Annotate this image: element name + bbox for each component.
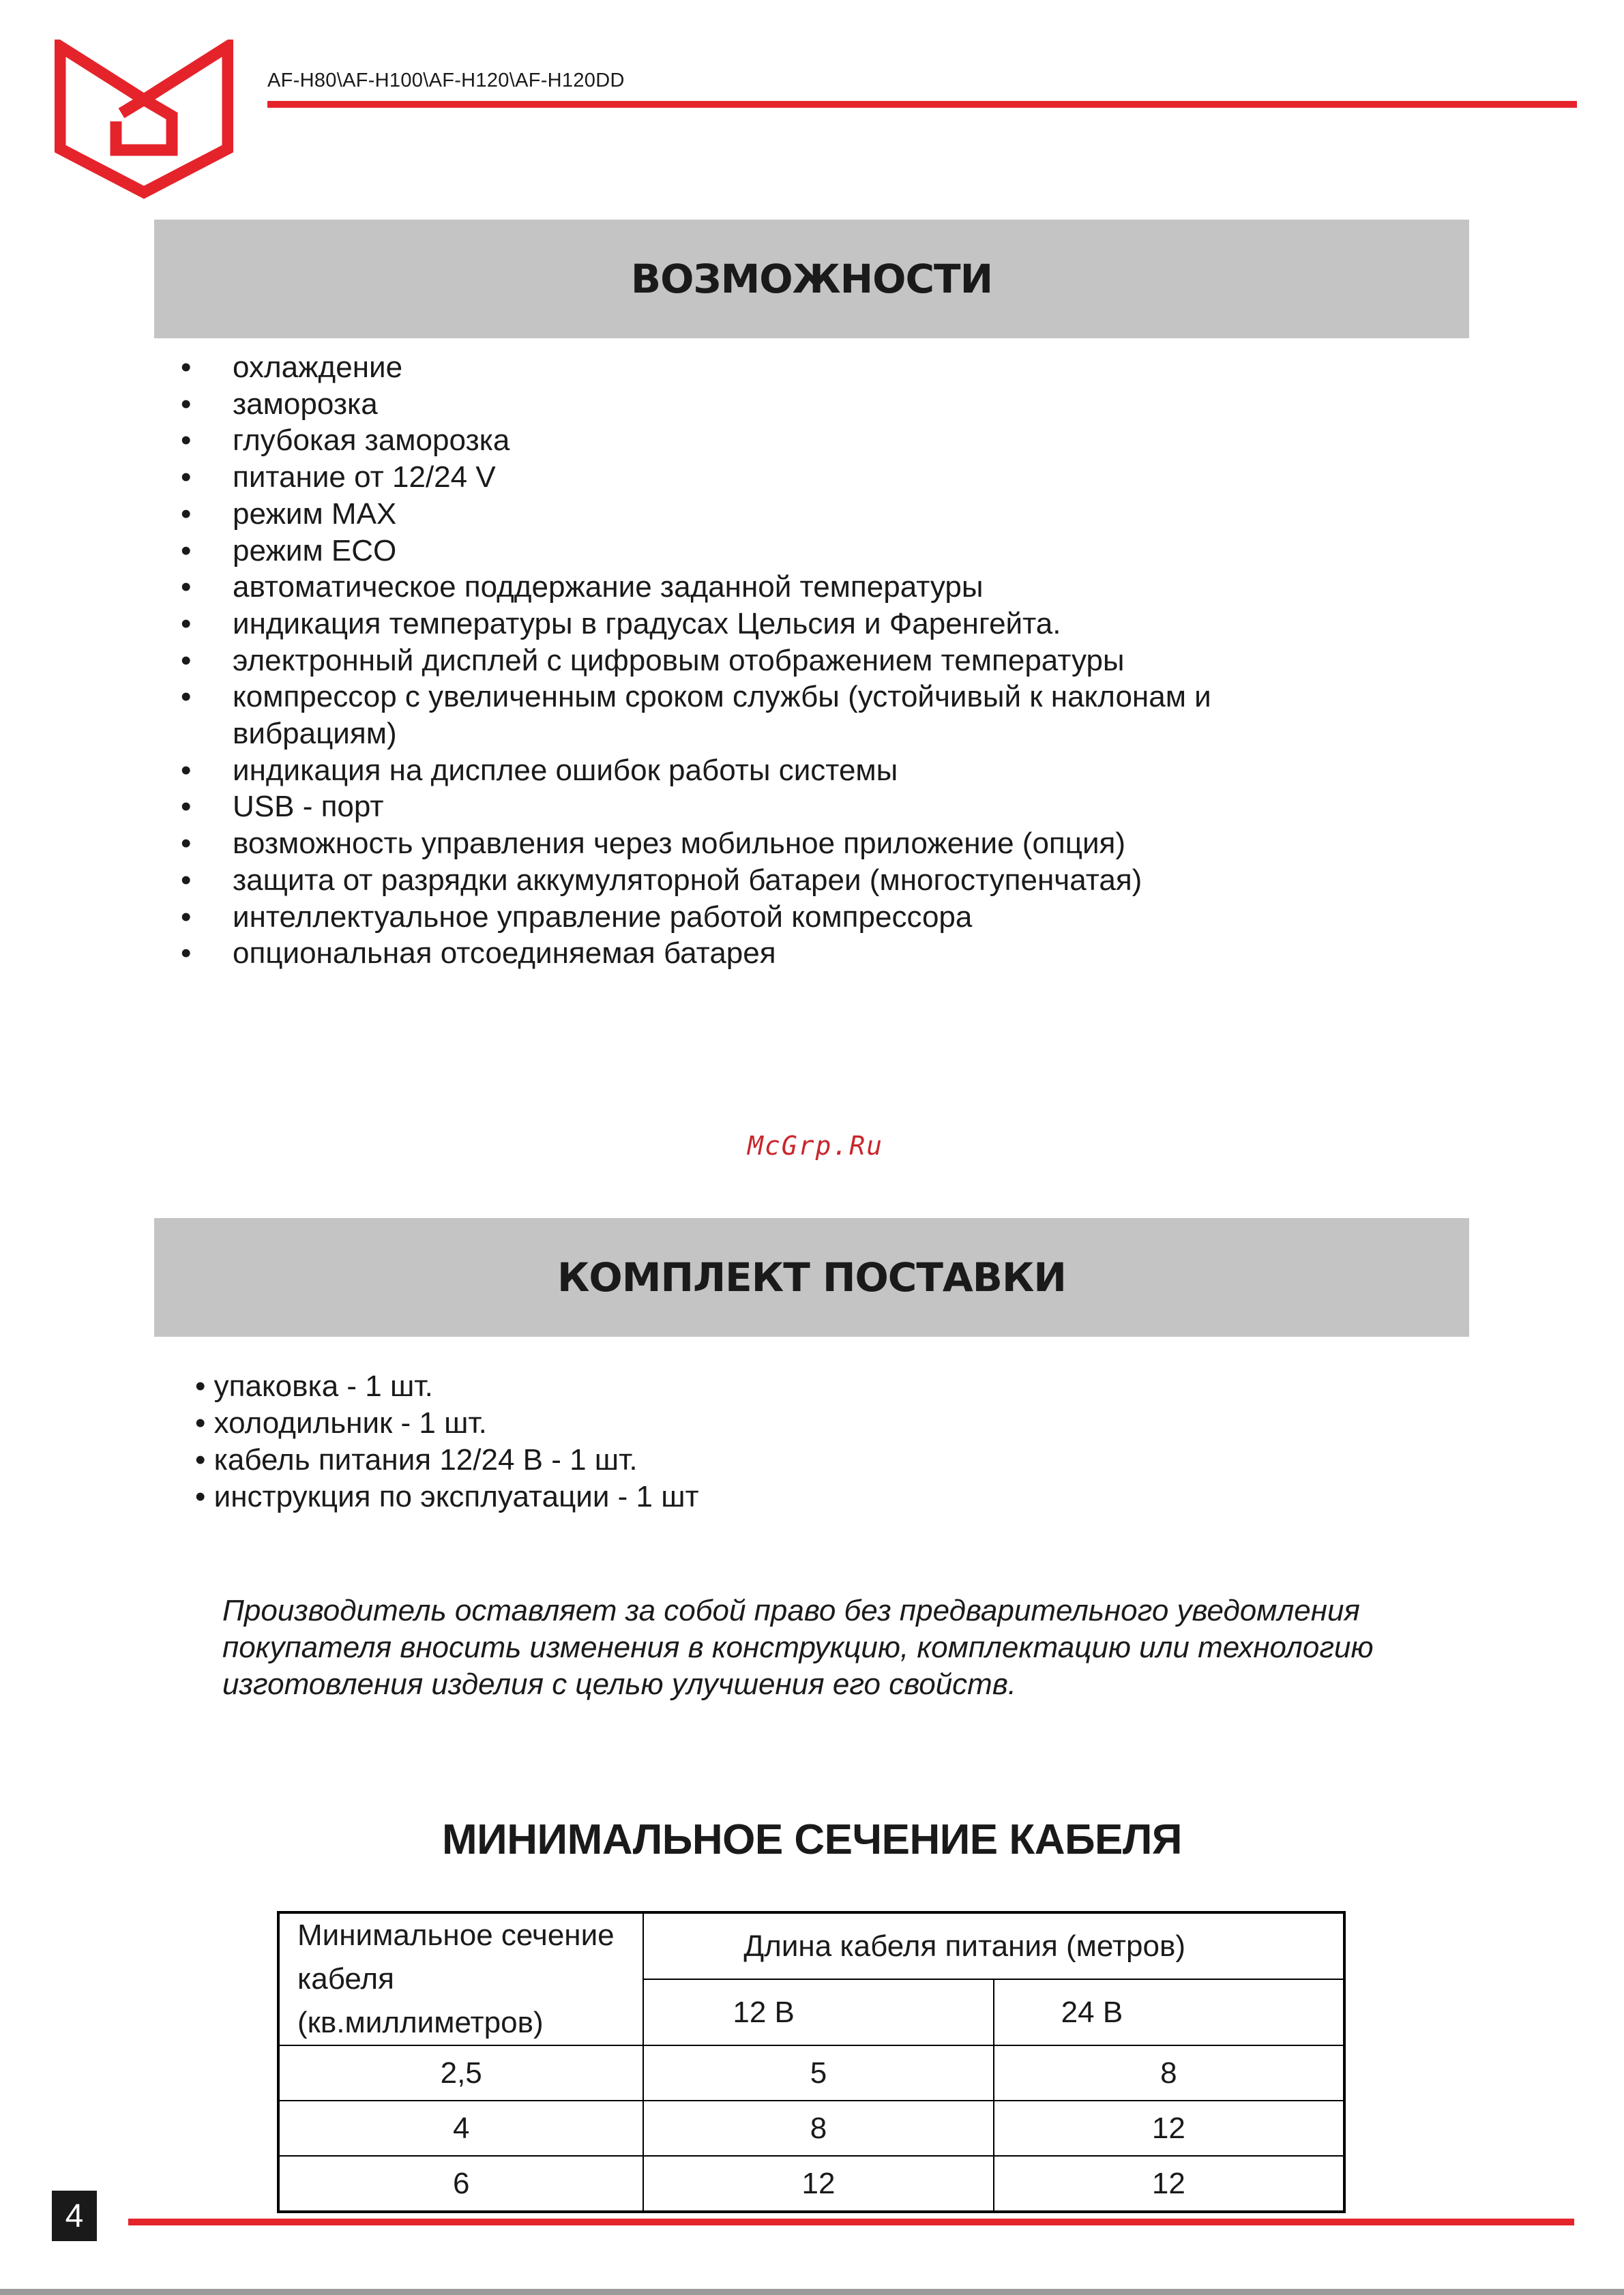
header-left-line1: Минимальное сечение bbox=[297, 1919, 615, 1952]
list-item bbox=[0, 422, 1624, 459]
kit-list bbox=[195, 1368, 699, 1515]
bullet-icon: • bbox=[181, 643, 192, 677]
bullet-icon: • bbox=[181, 790, 192, 824]
bullet-icon: • bbox=[181, 936, 192, 971]
header-cell-12v: 12 В bbox=[643, 1979, 993, 2045]
list-item bbox=[0, 533, 1624, 569]
list-item: • упаковка - 1 шт. bbox=[195, 1369, 433, 1403]
features-list bbox=[0, 349, 1624, 972]
list-item bbox=[0, 606, 1624, 642]
bullet-icon: • bbox=[181, 351, 192, 384]
bullet-icon: • bbox=[181, 460, 192, 494]
list-item bbox=[0, 788, 1624, 825]
model-line: AF-H80\AF-H100\AF-H120\AF-H120DD bbox=[267, 70, 625, 91]
list-item bbox=[0, 569, 1624, 606]
features-header-band bbox=[154, 220, 1469, 338]
table-cell: 6 bbox=[278, 2156, 643, 2212]
kit-header-band bbox=[154, 1218, 1469, 1337]
bullet-icon: • bbox=[181, 533, 192, 567]
header-left-line2: кабеля (кв.миллиметров) bbox=[297, 1962, 544, 2039]
bullet-icon: • bbox=[181, 863, 192, 897]
features-title: ВОЗМОЖНОСТИ bbox=[630, 256, 993, 302]
page-bottom-edge bbox=[0, 2289, 1624, 2295]
feature-text: режим MAX bbox=[233, 497, 397, 531]
list-item bbox=[0, 862, 1624, 899]
feature-text: опциональная отсоединяемая батарея bbox=[233, 936, 776, 971]
page-number: 4 bbox=[52, 2191, 97, 2241]
feature-text: режим ECO bbox=[233, 533, 397, 567]
table-cell: 4 bbox=[278, 2101, 643, 2156]
feature-text: автоматическое поддержание заданной температуры bbox=[233, 570, 984, 604]
feature-text: компрессор с увеличенным сроком службы (устойчивый к наклонам и вибрациям) bbox=[233, 680, 1211, 751]
list-item bbox=[0, 386, 1624, 423]
list-item bbox=[0, 899, 1624, 936]
brand-logo-icon bbox=[55, 40, 233, 199]
list-item bbox=[0, 825, 1624, 862]
feature-text: интеллектуальное управление работой компрессора bbox=[233, 900, 973, 934]
table-row bbox=[278, 2045, 1344, 2101]
table-header-row bbox=[278, 1912, 1344, 1979]
bullet-icon: • bbox=[181, 680, 192, 714]
header-rule bbox=[267, 101, 1577, 108]
cable-table bbox=[277, 1911, 1346, 2213]
feature-text: глубокая заморозка bbox=[233, 424, 510, 458]
bullet-icon: • bbox=[181, 606, 192, 640]
feature-text: электронный дисплей с цифровым отображением температуры bbox=[233, 643, 1125, 677]
list-item bbox=[0, 349, 1624, 386]
list-item bbox=[0, 642, 1624, 679]
table-cell: 5 bbox=[643, 2045, 993, 2101]
feature-text: USB - порт bbox=[233, 790, 384, 824]
list-item: • холодильник - 1 шт. bbox=[195, 1406, 487, 1440]
cable-section-title: МИНИМАЛЬНОЕ СЕЧЕНИЕ КАБЕЛЯ bbox=[442, 1816, 1182, 1863]
feature-text: индикация на дисплее ошибок работы системы bbox=[233, 753, 898, 787]
table-cell: 12 bbox=[643, 2156, 993, 2212]
feature-text: индикация температуры в градусах Цельсия и Фаренгейта. bbox=[233, 606, 1061, 640]
header-cell-section bbox=[278, 1912, 643, 2045]
bullet-icon: • bbox=[181, 753, 192, 787]
table-row bbox=[278, 2101, 1344, 2156]
kit-title: КОМПЛЕКТ ПОСТАВКИ bbox=[557, 1254, 1066, 1301]
feature-text: заморозка bbox=[233, 387, 378, 421]
feature-text: защита от разрядки аккумуляторной батареи (многоступенчатая) bbox=[233, 863, 1142, 897]
disclaimer-text: Производитель оставляет за собой право без предварительного уведомления покупателя вносить изменения в конструкцию, комплектацию или технологию изготовления изделия с целью улучшения его свойств. bbox=[222, 1594, 1374, 1701]
list-item bbox=[0, 459, 1624, 496]
list-item bbox=[0, 679, 1624, 752]
list-item bbox=[0, 935, 1624, 972]
list-item: • кабель питания 12/24 В - 1 шт. bbox=[195, 1443, 638, 1477]
bullet-icon: • bbox=[181, 497, 192, 531]
feature-text: питание от 12/24 V bbox=[233, 460, 496, 494]
bullet-icon: • bbox=[181, 900, 192, 934]
header-cell-24v: 24 В bbox=[994, 1979, 1344, 2045]
table-cell: 8 bbox=[994, 2045, 1344, 2101]
header-cell-length: Длина кабеля питания (метров) bbox=[643, 1912, 1344, 1979]
watermark-link[interactable]: McGrp.Ru bbox=[748, 1131, 884, 1161]
list-item bbox=[0, 752, 1624, 789]
table-cell: 12 bbox=[994, 2101, 1344, 2156]
feature-text: охлаждение bbox=[233, 351, 403, 384]
table-cell: 2,5 bbox=[278, 2045, 643, 2101]
list-item: • инструкция по эксплуатации - 1 шт bbox=[195, 1480, 699, 1513]
table-row bbox=[278, 2156, 1344, 2212]
footer-rule bbox=[128, 2219, 1574, 2225]
list-item bbox=[0, 496, 1624, 533]
feature-text: возможность управления через мобильное приложение (опция) bbox=[233, 827, 1125, 861]
table-cell: 12 bbox=[994, 2156, 1344, 2212]
bullet-icon: • bbox=[181, 387, 192, 421]
bullet-icon: • bbox=[181, 827, 192, 861]
table-cell: 8 bbox=[643, 2101, 993, 2156]
bullet-icon: • bbox=[181, 424, 192, 458]
bullet-icon: • bbox=[181, 570, 192, 604]
